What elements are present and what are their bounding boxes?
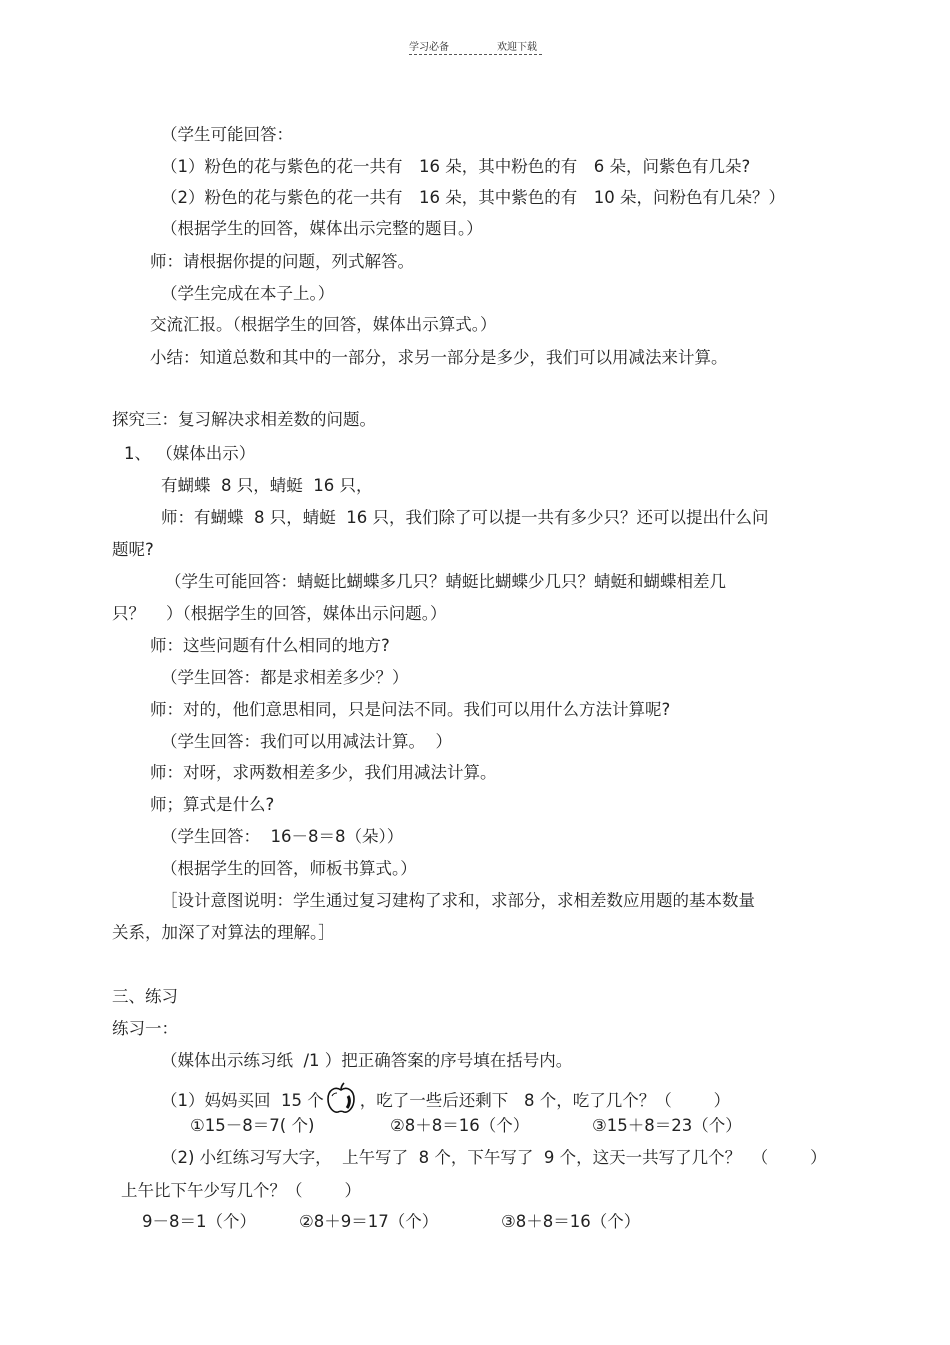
option-3: ③8＋8＝16（个）: [501, 1212, 641, 1231]
exercise-question-2: （2) 小红练习写大字， 上午写了 8 个，下午写了 9 个，这天一共写了几个？ （ ）: [161, 1148, 827, 1167]
header-divider: [409, 54, 542, 55]
text-line: 师：对的，他们意思相同，只是问法不同。我们可以用什么方法计算呢?: [150, 700, 671, 719]
text-line: （学生回答： 16－8＝8（朵））: [161, 827, 404, 846]
exercise-question-1: [161, 1082, 730, 1114]
text-line: （学生可能回答：蜻蜓比蝴蝶多几只？蜻蜓比蝴蝶少几只？蜻蜓和蝴蝶相差几: [165, 572, 726, 591]
page-header: [0, 38, 950, 58]
text-line: （2）粉色的花与紫色的花一共有 16 朵，其中紫色的有 10 朵，问粉色有几朵？）: [161, 188, 785, 207]
text-line: （媒体出示练习纸 /1 ）把正确答案的序号填在括号内。: [161, 1051, 573, 1070]
text-line: （学生可能回答：: [161, 125, 293, 144]
option-2: ②8＋8＝16（个）: [390, 1116, 530, 1135]
option-3: ③15＋8＝23（个）: [592, 1116, 742, 1135]
text-line: （根据学生的回答，师板书算式。）: [161, 859, 417, 878]
text-line: 师：对呀，求两数相差多少，我们用减法计算。: [150, 763, 497, 782]
option-1: ①15－8＝7( 个): [190, 1116, 315, 1135]
question-1-part-a: （1）妈妈买回 15 个: [161, 1091, 324, 1110]
text-line: 小结：知道总数和其中的一部分，求另一部分是多少，我们可以用减法来计算。: [150, 348, 728, 367]
text-line: 1、 （媒体出示）: [124, 444, 256, 463]
text-line: 师：有蝴蝶 8 只，蜻蜓 16 只，我们除了可以提一共有多少只？还可以提出什么问: [161, 508, 769, 527]
text-line: 师：请根据你提的问题，列式解答。: [150, 252, 414, 271]
header-right-text: 欢迎下载: [497, 42, 537, 53]
text-line: 练习一：: [112, 1019, 178, 1038]
section-heading: 三、练习: [112, 987, 178, 1006]
text-line: 交流汇报。（根据学生的回答，媒体出示算式。）: [150, 315, 497, 334]
text-line: （1）粉色的花与紫色的花一共有 16 朵，其中粉色的有 6 朵，问紫色有几朵?: [161, 157, 751, 176]
option-2: ②8＋9＝17（个）: [299, 1212, 439, 1231]
option-1: 9－8＝1（个）: [142, 1212, 256, 1231]
apple-icon: [326, 1082, 356, 1114]
text-line: 师；算式是什么?: [150, 795, 275, 814]
text-line: 题呢?: [112, 540, 154, 559]
header-left-text: 学习必备: [409, 42, 449, 53]
text-line: 师：这些问题有什么相同的地方?: [150, 636, 390, 655]
question-1-part-b: ，吃了一些后还剩下 8 个，吃了几个？（ ）: [359, 1091, 731, 1110]
text-line: （学生回答：都是求相差多少？）: [161, 668, 409, 687]
text-line: 关系，加深了对算法的理解。］: [112, 923, 335, 942]
text-line: 有蝴蝶 8 只，蜻蜓 16 只，: [161, 476, 373, 495]
text-line: 上午比下午少写几个？（ ）: [121, 1181, 361, 1200]
text-line: ［设计意图说明：学生通过复习建构了求和，求部分，求相差数应用题的基本数量: [161, 891, 755, 910]
text-line: 只？ ）（根据学生的回答，媒体出示问题。）: [112, 604, 447, 623]
section-heading: 探究三：复习解决求相差数的问题。: [112, 410, 376, 429]
text-line: （学生完成在本子上。）: [161, 284, 335, 303]
text-line: （学生回答：我们可以用减法计算。 ）: [161, 732, 452, 751]
text-line: （根据学生的回答，媒体出示完整的题目。）: [161, 219, 483, 238]
